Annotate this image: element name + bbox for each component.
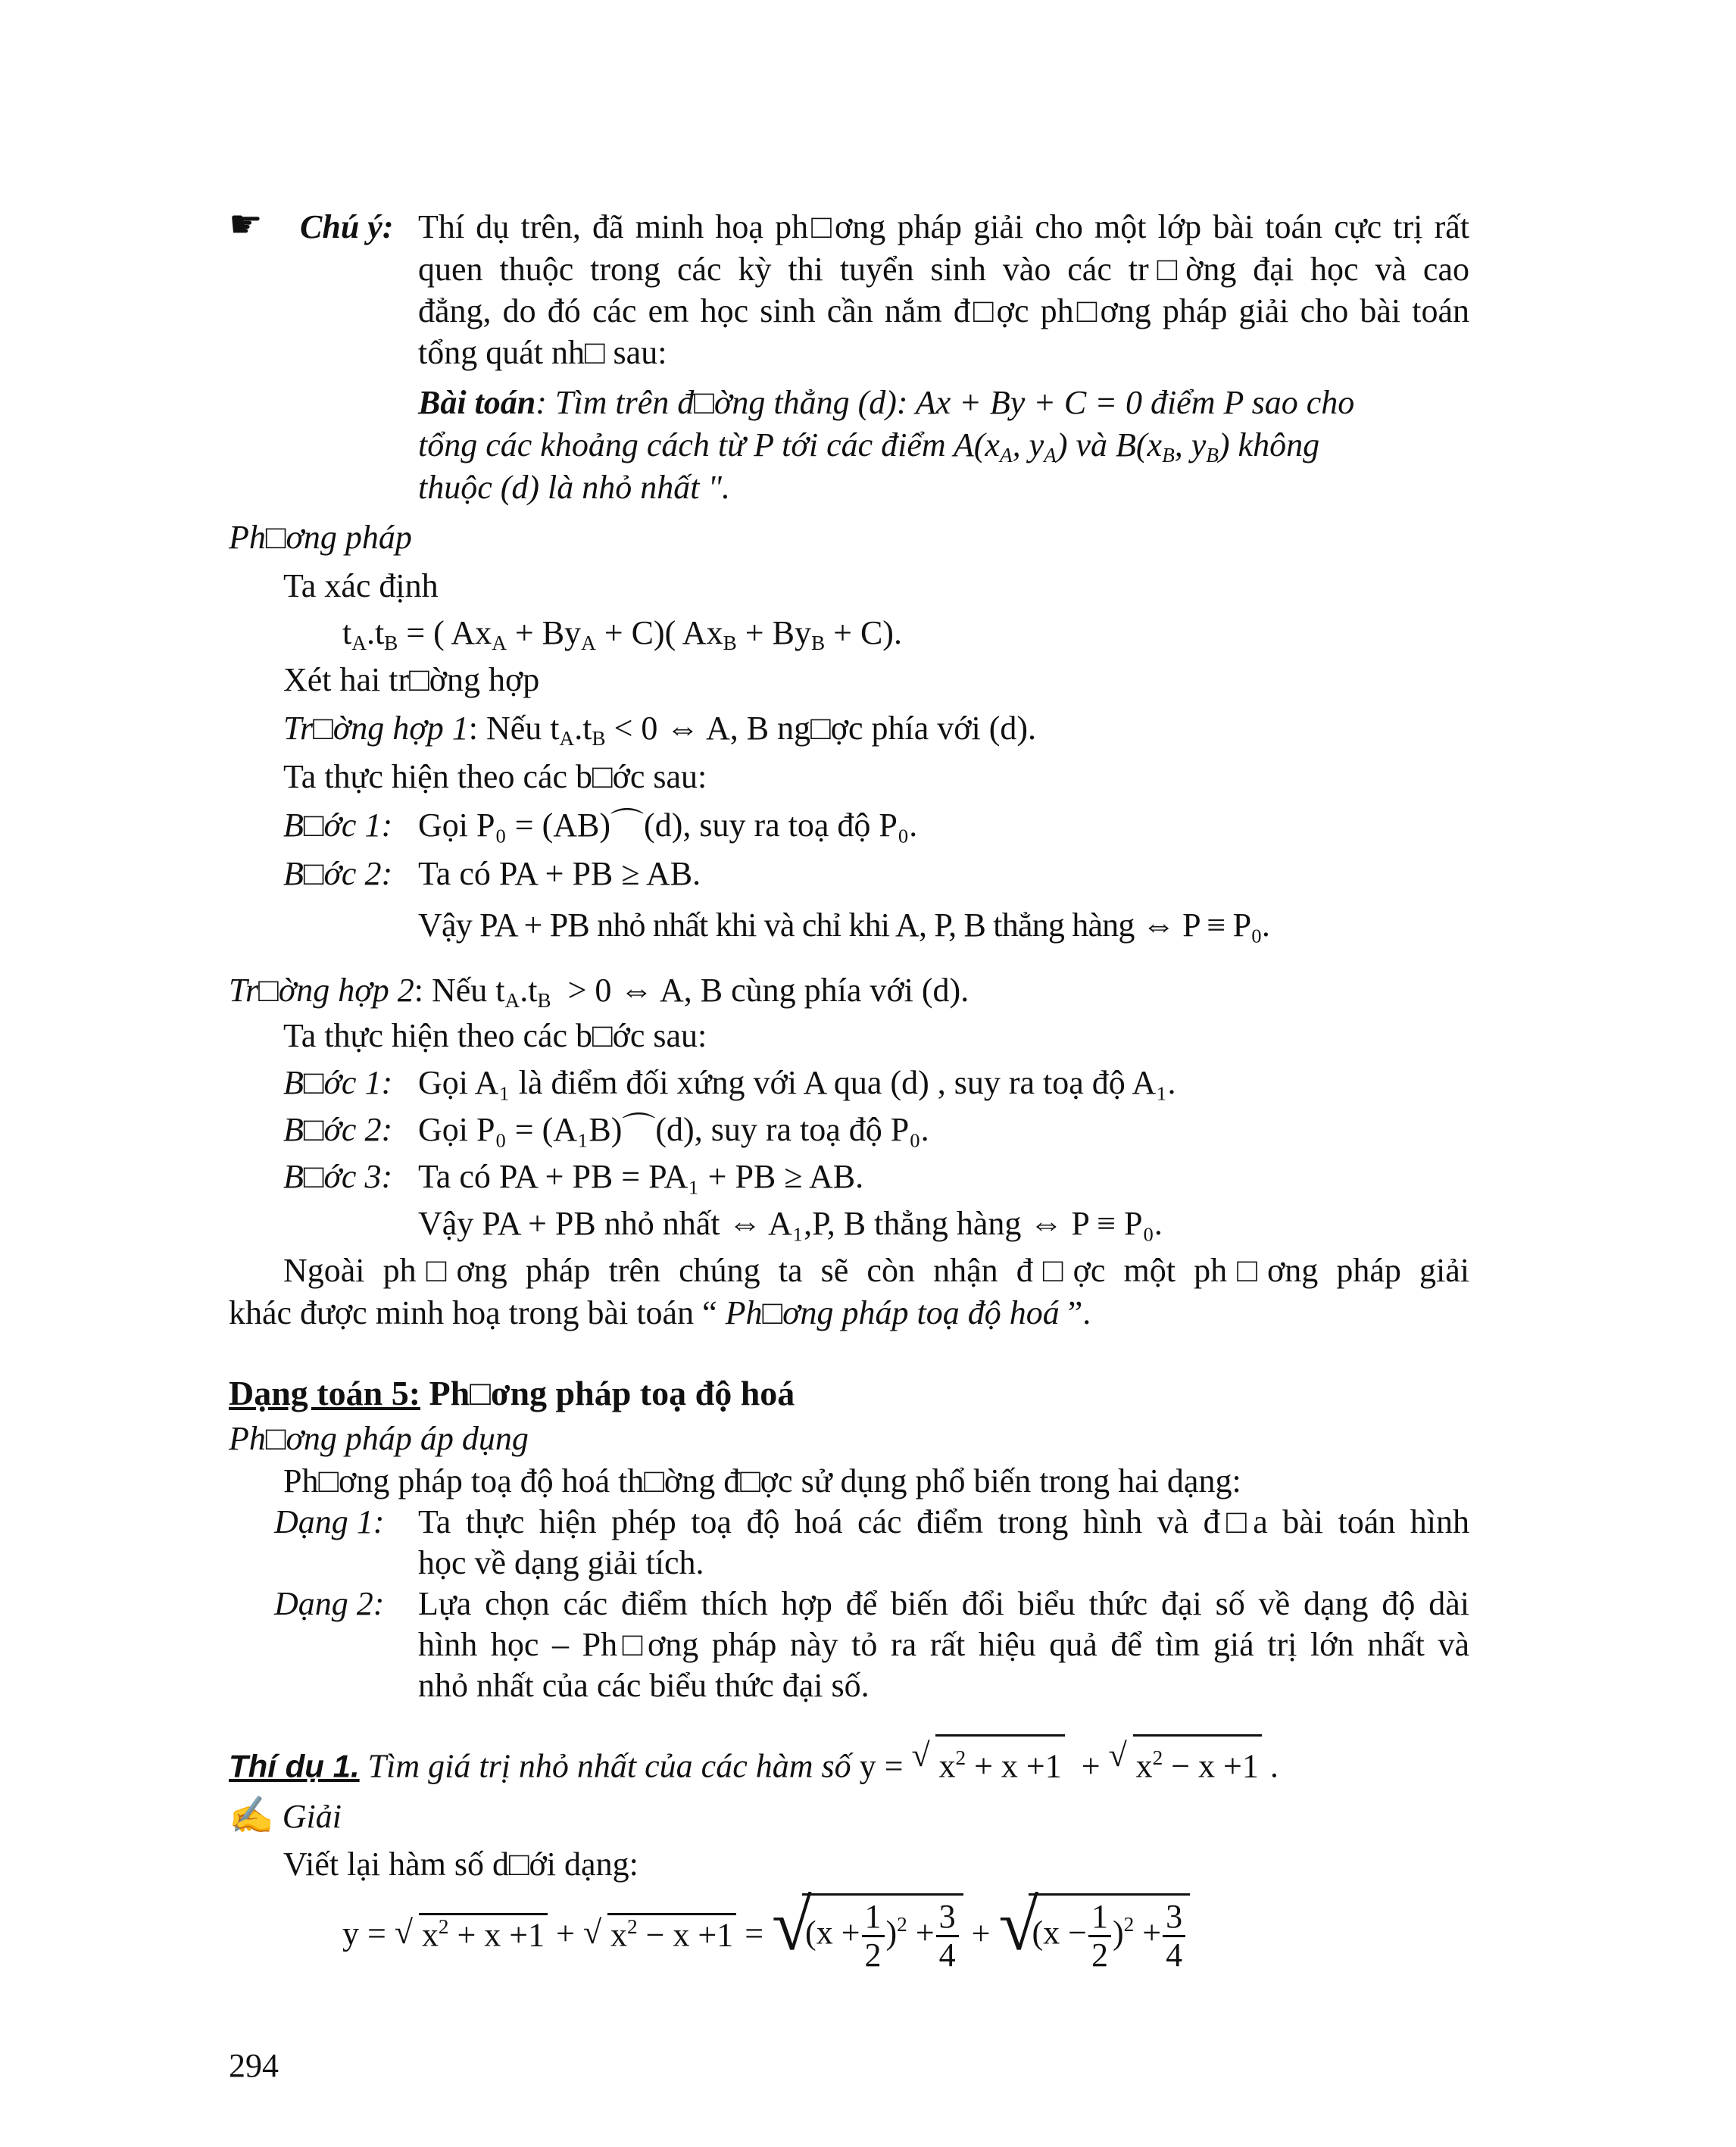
page-number: 294 [229,2047,279,2084]
problem-line-2: tổng các khoảng cách từ P tới các điểm $A(x_A$, $y_A$) và $B(x_B$, $y_B$) không [418,426,1320,467]
determine-text: Ta xác định [283,567,439,604]
note-line-1: Thí dụ trên, đã minh hoạ ph□ơng pháp giải cho một lớp bài toán cực trị rất [418,208,1469,245]
case2-step3-text: Ta có PA + PB = PA₁ + PB ≥ AB. [418,1158,864,1195]
case1-conclusion: Vậy PA + PB nhỏ nhất khi và chỉ khi A, P, B thẳng hàng ⇔ P ≡ P₀. [418,907,1270,944]
writing-hand-icon: ✍ [229,1796,274,1836]
sqrt-1: √ $x^2 + x +1$ [911,1734,1064,1787]
form2-label: Dạng 2: [274,1585,385,1622]
outro-line-2: khác được minh hoạ trong bài toán “ Ph□ơng pháp toạ độ hoá ”. [229,1294,1091,1331]
problem-line-1: Bài toán: Tìm trên đ□ờng thẳng (d): Ax + By + C = 0 điểm P sao cho [418,384,1355,421]
two-cases-text: Xét hai tr□ờng hợp [283,661,540,698]
case2-steps-intro: Ta thực hiện theo các b□ớc sau: [283,1017,707,1054]
case2-step3-label: B□ớc 3: [283,1158,393,1195]
case2-step2-text: Gọi P₀ = (A₁B)⌒(d), suy ra toạ độ P₀. [418,1111,929,1148]
case1-steps-intro: Ta thực hiện theo các b□ớc sau: [283,758,707,795]
form2-line-2: hình học – Ph□ơng pháp này tỏ ra rất hiệu quả để tìm giá trị lớn nhất và [418,1626,1469,1663]
form2-line-1: Lựa chọn các điểm thích hợp để biến đổi biểu thức đại số về dạng độ dài [418,1585,1469,1622]
section5-heading: Dạng toán 5: Ph□ơng pháp toạ độ hoá [229,1374,795,1412]
example1-label: Thí dụ 1. [229,1748,360,1784]
form2-line-3: nhỏ nhất của các biểu thức đại số. [418,1667,870,1704]
problem-line-3: thuộc (d) là nhỏ nhất ". [418,469,730,506]
sqrt-2: √ $x^2 - x +1$ [1109,1734,1262,1787]
case1-step2-text: Ta có PA + PB ≥ AB. [418,855,701,892]
outro-line-1: Ngoài ph□ơng pháp trên chúng ta sẽ còn nhận đ□ợc một ph□ơng pháp giải [283,1252,1469,1289]
note-label: Chú ý: [300,208,394,245]
solution-line [229,1795,342,1838]
case1-step1-text: Gọi P₀ = (AB)⌒(d), suy ra toạ độ P₀. [418,807,918,844]
rewrite-formula: y = √ $x^2 + x +1$ + √ $x^2 - x +1$ = √ (x + $\frac{1}{2}$ )$^2$ + $\frac{3}{4}$ + √ (x − $\frac{1}{2}$ )$^2$ + $\frac{3}{4}$ [342,1893,1190,1974]
example1-line: Thí dụ 1. Tìm giá trị nhỏ nhất của các hàm số y = √ $x^2 + x +1$ + √ $x^2 - x +1$ . [229,1734,1279,1787]
case2-conclusion: Vậy PA + PB nhỏ nhất ⇔ A₁,P, B thẳng hàng ⇔ P ≡ P₀. [418,1205,1163,1242]
pointing-hand-icon: ☛ [229,203,263,245]
case1-step1-label: B□ớc 1: [283,807,393,844]
product-formula: $t_A.t_B$ = ( $Ax_A + By_A + C$)( $Ax_B + By_B + C$). [342,614,902,655]
method-heading: Ph□ơng pháp [229,519,412,556]
rewrite-text: Viết lại hàm số d□ới dạng: [283,1846,639,1883]
case2-step2-label: B□ớc 2: [283,1111,393,1148]
case1-step2-label: B□ớc 2: [283,855,393,892]
form1-line-1: Ta thực hiện phép toạ độ hoá các điểm trong hình và đ□a bài toán hình [418,1503,1469,1540]
solution-label: Giải [282,1798,342,1835]
form1-label: Dạng 1: [274,1503,385,1540]
form1-line-2: học về dạng giải tích. [418,1544,704,1581]
note-line-3: đẳng, do đó các em học sinh cần nắm đ□ợc ph□ơng pháp giải cho bài toán [418,292,1469,329]
case2-line: Tr□ờng hợp 2: Nếu $t_A.t_B > 0$ ⇔ A, B cùng phía với (d). [229,972,969,1013]
case1-line: Tr□ờng hợp 1: Nếu $t_A.t_B < 0$ ⇔ A, B ng□ợc phía với (d). [283,710,1037,751]
case2-step1-text: Gọi A₁ là điểm đối xứng với A qua (d) , suy ra toạ độ A₁. [418,1064,1176,1101]
problem-label: Bài toán [418,384,536,421]
note-line-2: quen thuộc trong các kỳ thi tuyển sinh vào các tr□ờng đại học và cao [418,251,1469,288]
section5-subheading: Ph□ơng pháp áp dụng [229,1420,529,1457]
section5-intro: Ph□ơng pháp toạ độ hoá th□ờng đ□ợc sử dụng phổ biến trong hai dạng: [283,1462,1241,1499]
case2-step1-label: B□ớc 1: [283,1064,393,1101]
note-line-4: tổng quát nh□ sau: [418,334,667,371]
